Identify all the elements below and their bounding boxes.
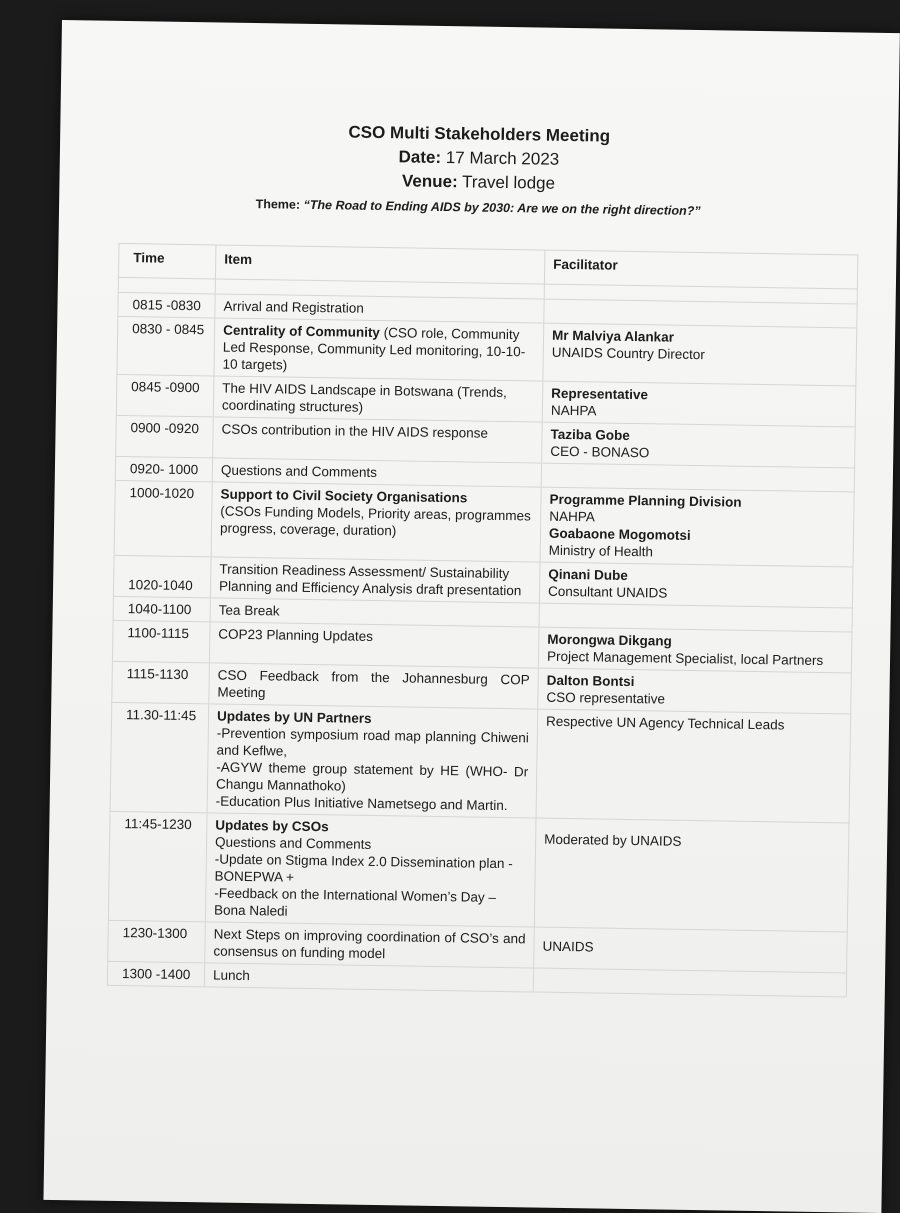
facilitator-org: CSO representative [546, 689, 666, 707]
row-time: 1300 -1400 [107, 961, 204, 987]
theme-value: “The Road to Ending AIDS by 2030: Are we on the right direction?” [303, 197, 701, 219]
row-facilitator: Respective UN Agency Technical Leads [536, 709, 851, 823]
row-time: 0815 -0830 [118, 292, 215, 318]
table-row [108, 811, 849, 932]
facilitator-org: Ministry of Health [548, 542, 654, 560]
facilitator-name: Mr Malviya Alankar [551, 327, 675, 345]
item-text: (CSOs Funding Models, Priority areas, programmes progress, coverage, duration) [219, 503, 531, 539]
row-time: 0845 -0900 [116, 374, 214, 417]
facilitator-name: Representative [551, 385, 649, 403]
facilitator-name: Morongwa Dikgang [547, 631, 672, 649]
header-item: Item [215, 245, 544, 284]
facilitator-name: Taziba Gobe [550, 426, 630, 443]
row-facilitator [540, 487, 854, 567]
item-line: -AGYW theme group statement by HE (WHO- Dr Changu Mannathoko) [215, 759, 529, 794]
row-time: 11.30-11:45 [110, 702, 209, 813]
row-facilitator [533, 968, 846, 997]
agenda-table [107, 243, 859, 998]
row-time: 1115-1130 [112, 661, 210, 704]
row-facilitator [542, 381, 856, 427]
row-item: Questions and Comments [212, 458, 541, 487]
item-title: Centrality of Community [223, 322, 381, 341]
row-item: Next Steps on improving coordination of CSO’s and consensus on funding model [205, 922, 535, 968]
row-item: CSOs contribution in the HIV AIDS response [213, 417, 543, 463]
facilitator-org: NAHPA [550, 402, 597, 419]
item-line: Questions and Comments [214, 834, 372, 852]
document-title: CSO Multi Stakeholders Meeting [348, 122, 611, 146]
row-item [214, 318, 544, 381]
row-time: 1040-1100 [113, 596, 210, 622]
row-item: Arrival and Registration [215, 294, 544, 323]
item-title: Updates by UN Partners [216, 708, 372, 726]
row-time: 11:45-1230 [108, 811, 207, 922]
row-facilitator [543, 323, 857, 386]
row-facilitator: Moderated by UNAIDS [534, 818, 849, 932]
row-time: 1230-1300 [108, 920, 206, 963]
table-row [110, 702, 851, 823]
row-item [211, 482, 541, 562]
item-line: -Update on Stigma Index 2.0 Dissemination plan - BONEPWA + [214, 851, 513, 885]
row-item [207, 704, 538, 818]
item-title: Updates by CSOs [215, 817, 329, 835]
facilitator-org: CEO - BONASO [550, 443, 650, 461]
row-time: 1020-1040 [113, 555, 211, 598]
row-item: COP23 Planning Updates [209, 622, 539, 668]
row-item [205, 813, 536, 927]
facilitator-org: Consultant UNAIDS [547, 583, 668, 601]
theme-label: Theme: [255, 197, 301, 212]
header-time: Time [118, 243, 216, 279]
item-title: Support to Civil Society Organisations [220, 486, 468, 506]
row-facilitator: UNAIDS [534, 927, 848, 973]
date-value: 17 March 2023 [445, 148, 560, 169]
row-time: 0830 - 0845 [117, 316, 215, 376]
item-line: -Prevention symposium road map planning Chiweni and Keflwe, [216, 725, 529, 759]
row-facilitator [539, 562, 853, 608]
row-time: 0920- 1000 [115, 456, 212, 482]
facilitator-org: Project Management Specialist, local Partners [546, 648, 824, 669]
facilitator-org: NAHPA [549, 508, 595, 525]
row-item: Tea Break [210, 598, 539, 627]
paper-sheet [43, 20, 899, 1213]
row-facilitator [538, 627, 852, 673]
row-item: The HIV AIDS Landscape in Botswana (Trends, coordinating structures) [213, 376, 543, 422]
item-text: (CSO role, Community Led Response, Community Led monitoring, 10-10-10 targets) [222, 325, 526, 373]
document-header [59, 116, 898, 225]
header-facilitator: Facilitator [544, 250, 857, 289]
table-row [114, 480, 854, 567]
facilitator-org: UNAIDS Country Director [551, 344, 705, 363]
item-line: -Education Plus Initiative Nametsego and Martin. [215, 793, 508, 814]
date-label: Date: [398, 147, 442, 167]
row-item: CSO Feedback from the Johannesburg COP Meeting [209, 663, 539, 709]
item-line: -Feedback on the International Women’s Day – Bona Naledi [213, 885, 497, 919]
row-item: Transition Readiness Assessment/ Sustainability Planning and Efficiency Analysis draft presentation [210, 557, 540, 603]
venue-value: Travel lodge [461, 172, 556, 193]
row-time: 1100-1115 [112, 620, 210, 663]
row-item: Lunch [204, 963, 533, 992]
facilitator-name: Dalton Bontsi [546, 672, 635, 690]
row-time: 1000-1020 [114, 480, 212, 557]
row-time: 0900 -0920 [116, 415, 214, 458]
facilitator-name: Goabaone Mogomotsi [548, 525, 691, 543]
row-facilitator [538, 668, 852, 714]
facilitator-name: Programme Planning Division [549, 491, 742, 510]
row-facilitator [542, 422, 856, 468]
venue-label: Venue: [401, 171, 458, 192]
facilitator-name: Qinani Dube [548, 566, 628, 583]
